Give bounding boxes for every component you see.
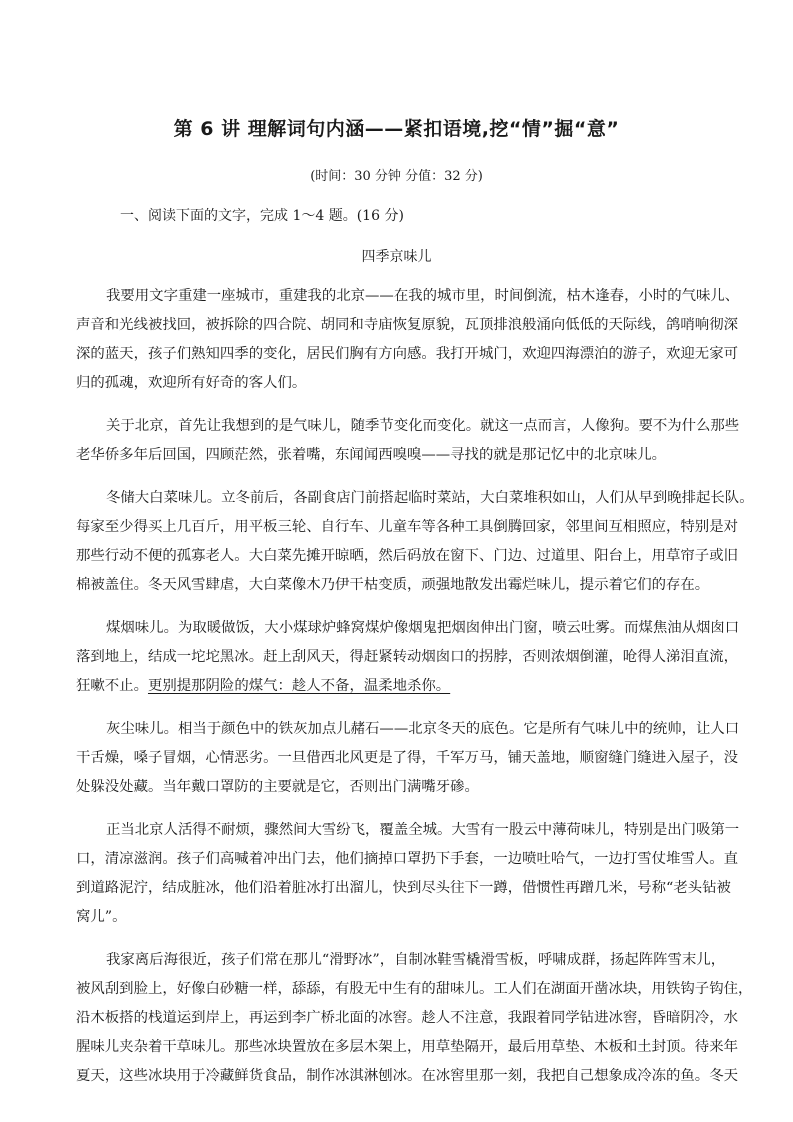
time-score-info: (时间：30 分钟 分值：32 分)	[310, 169, 483, 184]
text-line: 沿木板搭的栈道运到岸上，再运到李广桥北面的冰窖。趁人不注意，我跟着同学钻进冰窖，昏暗阴冷，水	[76, 1010, 738, 1026]
text-line: 棉被盖住。冬天风雪肆虐，大白菜像木乃伊干枯变质，顽强地散发出霉烂味儿，提示着它们的存在。	[76, 577, 710, 593]
paragraph	[76, 816, 740, 932]
text-line: 我家离后海很近，孩子们常在那儿“滑野冰”，自制冰鞋雪橇滑雪板，呼啸成群，扬起阵阵雪末儿，	[106, 952, 726, 968]
text-line: 关于北京，首先让我想到的是气味儿，随季节变化而变化。就这一点而言，人像狗。要不为什么那些	[106, 418, 740, 434]
text-line: 被风刮到脸上，好像白砂糖一样，舔舔，有股无中生有的甜味儿。工人们在湖面开凿冰块，用铁钩子钩住，	[76, 981, 753, 997]
text-line: 口，清凉滋润。孩子们高喊着冲出门去，他们摘掉口罩扔下手套，一边喷吐哈气，一边打雪仗堆雪人。直	[76, 851, 738, 867]
article-body	[76, 282, 754, 1105]
text-line: 到道路泥泞，结成脏冰，他们沿着脏冰打出溜儿，快到尽头往下一蹲，借惯性再蹭几米，号称“老头钻被	[76, 880, 731, 896]
text-line: 夏天，这些冰块用于冷藏鲜货食品，制作冰淇淋刨冰。在冰窖里那一刻，我把自己想象成冷冻的鱼。冬天	[76, 1068, 738, 1084]
text-line: 那些行动不便的孤寡老人。大白菜先摊开晾晒，然后码放在窗下、门边、过道里、阳台上，用草帘子或旧	[76, 548, 738, 564]
text-line: 处躲没处藏。当年戴口罩防的主要就是它，否则出门满嘴牙碜。	[76, 779, 479, 795]
lesson-title: 第 6 讲 理解词句内涵——紧扣语境,挖“情”掘“意”	[173, 118, 620, 140]
text-line: 我要用文字重建一座城市，重建我的北京——在我的城市里，时间倒流，枯木逢春，小时的气味儿、	[106, 288, 740, 304]
text-line: 老华侨多年后回国，四顾茫然，张着嘴，东闻闻西嗅嗅——寻找的就是那记忆中的北京味儿。	[76, 447, 667, 463]
text-line: 冬储大白菜味儿。立冬前后，各副食店门前搭起临时菜站，大白菜堆积如山，人们从早到晚排起长队。	[106, 490, 754, 506]
article-title: 四季京味儿	[361, 249, 432, 265]
text-line: 干舌燥，嗓子冒烟，心情恶劣。一旦借西北风更是了得，千军万马，铺天盖地，顺窗缝门缝进入屋子，没	[76, 750, 738, 766]
text-line: 每家至少得买上几百斤，用平板三轮、自行车、儿童车等各种工具倒腾回家，邻里间互相照应，特别是对	[76, 519, 738, 535]
paragraph	[76, 715, 740, 802]
text-line: 落到地上，结成一坨坨黑冰。赶上刮风天，得赶紧转动烟囱口的拐脖，否则浓烟倒灌，呛得人涕泪直流，	[76, 649, 738, 665]
plain-text: 狂嗽不止。	[76, 678, 148, 694]
text-line: 煤烟味儿。为取暖做饭，大小煤球炉蜂窝煤炉像烟鬼把烟囱伸出门窗，喷云吐雾。而煤焦油从烟囱口	[106, 620, 740, 636]
text-line: 窝儿”。	[76, 909, 127, 925]
paragraph	[76, 614, 740, 701]
underlined-sentence: 更别提那阴险的煤气：趁人不备，温柔地杀你。	[147, 678, 451, 694]
text-line: 灰尘味儿。相当于颜色中的铁灰加点儿赭石——北京冬天的底色。它是所有气味儿中的统帅，让人口	[106, 721, 740, 737]
paragraph	[76, 484, 754, 600]
text-line: 深的蓝天，孩子们熟知四季的变化，居民们胸有方向感。我打开城门，欢迎四海漂泊的游子，欢迎无家可	[76, 346, 738, 362]
text-line	[76, 672, 722, 701]
text-line: 腥味儿夹杂着干草味儿。那些冰块置放在多层木架上，用草垫隔开，最后用草垫、木板和土封顶。待来年	[76, 1039, 738, 1055]
paragraph	[76, 946, 753, 1091]
text-line: 正当北京人活得不耐烦，骤然间大雪纷飞，覆盖全城。大雪有一股云中薄荷味儿，特别是出门吸第一	[106, 822, 740, 838]
text-line: 归的孤魂，欢迎所有好奇的客人们。	[76, 375, 307, 391]
paragraph	[76, 412, 740, 470]
paragraph	[76, 282, 740, 398]
text-line: 声音和光线被找回，被拆除的四合院、胡同和寺庙恢复原貌，瓦顶排浪般涌向低低的天际线，鸽哨响彻深	[76, 317, 738, 333]
section-heading: 一、阅读下面的文字，完成 1～4 题。(16 分)	[120, 208, 404, 224]
